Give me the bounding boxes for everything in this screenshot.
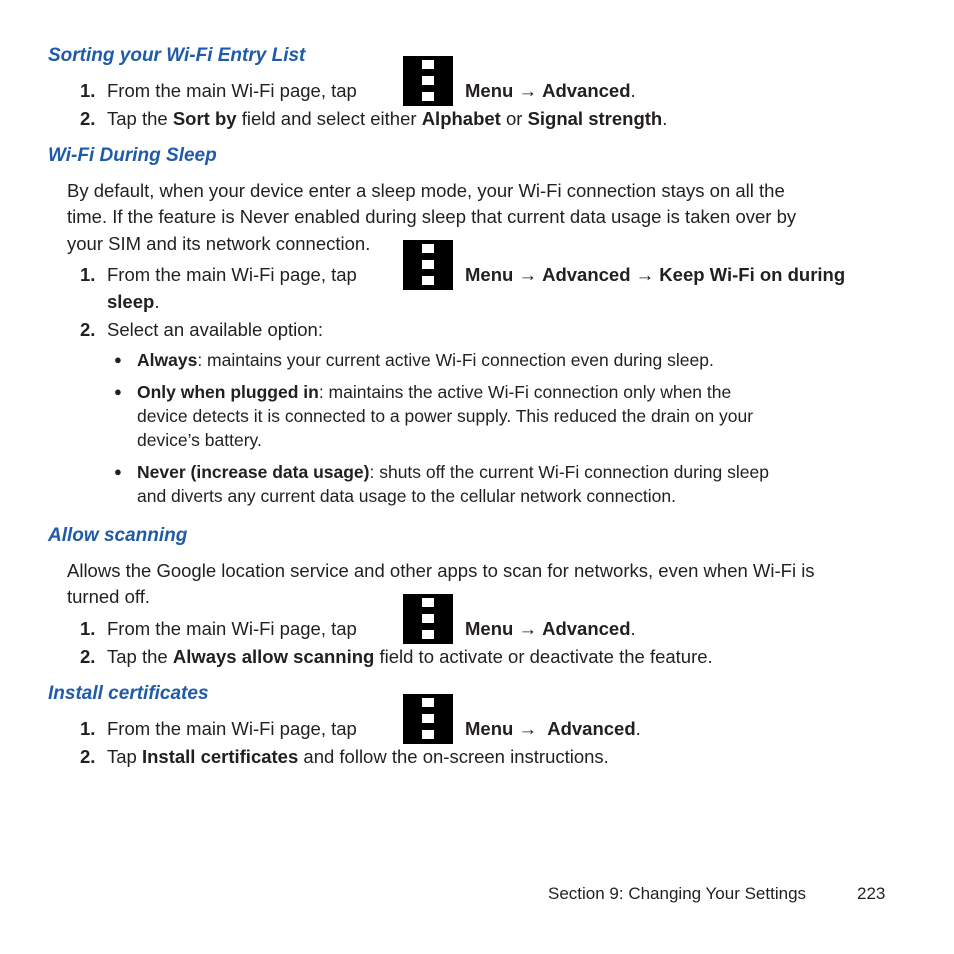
- paragraph-line: Allows the Google location service and other apps to scan for networks, even when Wi-Fi is: [67, 560, 815, 581]
- bullet-never-line2: and diverts any current data usage to the cellular network connection.: [137, 486, 676, 506]
- step-text: Select an available option:: [107, 319, 323, 340]
- step-number: 2.: [80, 108, 96, 129]
- step-text: From the main Wi-Fi page, tap: [107, 264, 357, 285]
- step-text: From the main Wi-Fi page, tap: [107, 80, 357, 101]
- menu-icon: [403, 240, 453, 290]
- paragraph-line: By default, when your device enter a sleep mode, your Wi-Fi connection stays on all the: [67, 180, 785, 201]
- step-text: From the main Wi-Fi page, tap: [107, 618, 357, 639]
- menu-icon: [403, 56, 453, 106]
- step-text: Tap the Sort by field and select either Alphabet or Signal strength.: [107, 108, 668, 129]
- heading-certificates: Install certificates: [48, 683, 209, 704]
- bullet-always: Always: maintains your current active Wi-Fi connection even during sleep.: [137, 350, 714, 370]
- step-menu-path: Menu → Advanced → Keep Wi-Fi on during: [465, 264, 846, 285]
- step-text: Tap the Always allow scanning field to activate or deactivate the feature.: [107, 646, 713, 667]
- bullet-plugged-line3: device’s battery.: [137, 430, 262, 450]
- page-number: 223: [857, 884, 886, 903]
- step-number: 1.: [80, 618, 96, 639]
- bullet-dot: ●: [114, 384, 122, 399]
- step-number: 2.: [80, 646, 96, 667]
- step-menu-path: Menu → Advanced.: [465, 718, 641, 739]
- bullet-dot: ●: [114, 464, 122, 479]
- heading-sorting: Sorting your Wi-Fi Entry List: [48, 45, 306, 66]
- bullet-never: Never (increase data usage): shuts off the current Wi-Fi connection during sleep: [137, 462, 769, 482]
- step-text-continued: sleep.: [107, 291, 160, 312]
- step-number: 1.: [80, 264, 96, 285]
- heading-sleep: Wi-Fi During Sleep: [48, 145, 217, 166]
- menu-icon: [403, 694, 453, 744]
- bullet-plugged-line2: device detects it is connected to a power supply. This reduced the drain on your: [137, 406, 754, 426]
- step-number: 1.: [80, 718, 96, 739]
- step-number: 2.: [80, 746, 96, 767]
- bullet-dot: ●: [114, 352, 122, 367]
- bullet-plugged: Only when plugged in: maintains the active Wi-Fi connection only when the: [137, 382, 732, 402]
- footer-section: Section 9: Changing Your Settings: [548, 884, 807, 903]
- step-number: 1.: [80, 80, 96, 101]
- step-text: From the main Wi-Fi page, tap: [107, 718, 357, 739]
- heading-scanning: Allow scanning: [48, 525, 188, 546]
- menu-icon: [403, 594, 453, 644]
- step-number: 2.: [80, 319, 96, 340]
- paragraph-line: turned off.: [67, 586, 150, 607]
- step-text: Tap Install certificates and follow the on-screen instructions.: [107, 746, 609, 767]
- step-menu-path: Menu → Advanced.: [465, 618, 636, 639]
- paragraph-line: your SIM and its network connection.: [67, 233, 371, 254]
- step-menu-path: Menu → Advanced.: [465, 80, 636, 101]
- paragraph-line: time. If the feature is Never enabled during sleep that current data usage is taken over by: [67, 206, 797, 227]
